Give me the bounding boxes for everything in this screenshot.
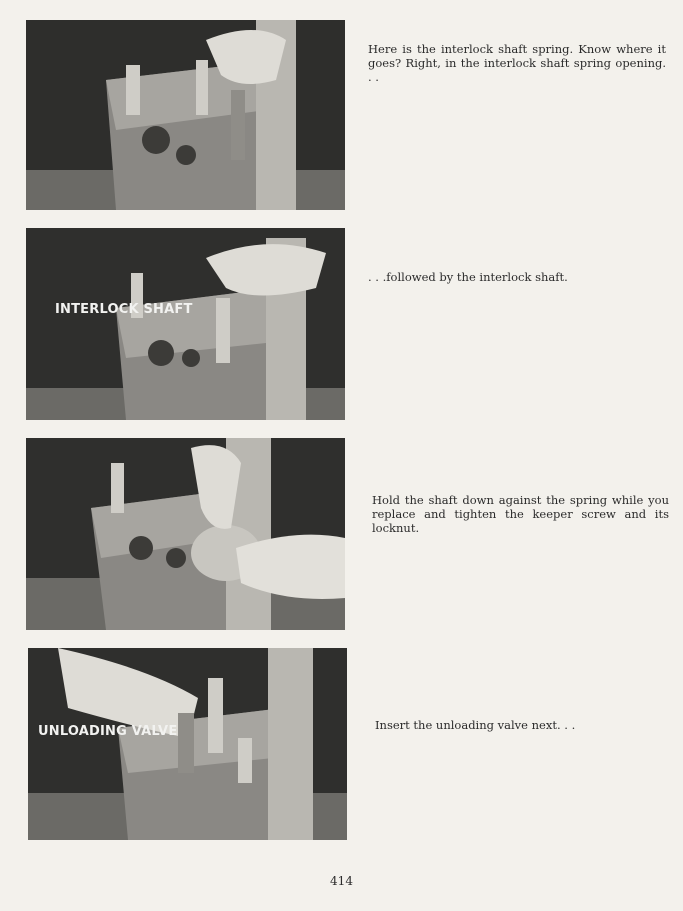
callout-unloading-valve: UNLOADING VALVE — [38, 724, 178, 739]
caption-1: Here is the interlock shaft spring. Know where it goes? Right, in the interlock shaft spring opening. . . — [368, 42, 666, 84]
photo-keeper-screw — [26, 438, 345, 630]
caption-4: Insert the unloading valve next. . . — [375, 718, 576, 732]
photo-interlock-spring — [26, 20, 345, 210]
callout-interlock-shaft: INTERLOCK SHAFT — [55, 302, 193, 317]
photo-interlock-shaft — [26, 228, 345, 420]
page-number: 414 — [330, 874, 353, 888]
caption-2: . . .followed by the interlock shaft. — [368, 270, 568, 284]
caption-3: Hold the shaft down against the spring while you replace and tighten the keeper screw and its locknut. — [372, 493, 669, 535]
photo-unloading-valve — [28, 648, 347, 840]
